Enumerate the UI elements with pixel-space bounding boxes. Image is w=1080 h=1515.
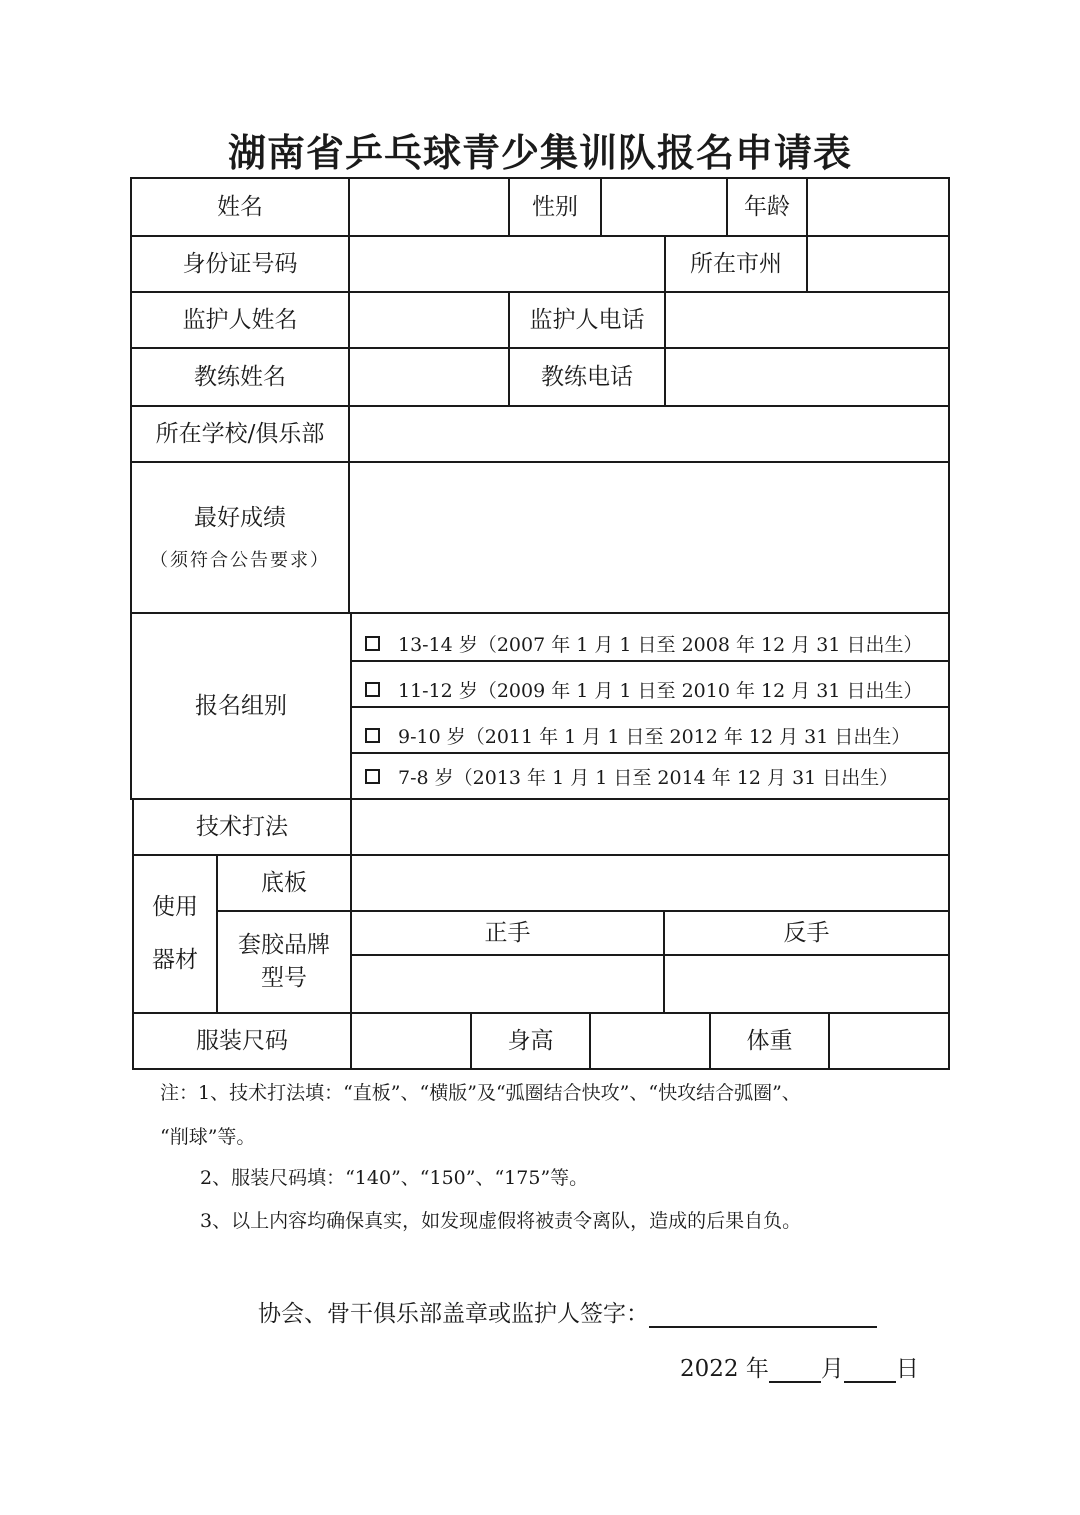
checkbox-icon[interactable] [365,769,380,784]
note-line-2: “削球”等。 [160,1126,256,1148]
date-year: 2022 年 [680,1356,769,1382]
label-backhand: 反手 [663,910,950,956]
input-blade[interactable] [350,854,950,912]
label-id-number: 身份证号码 [130,235,350,293]
input-coach-name[interactable] [348,347,510,407]
date-row [680,1350,919,1383]
label-guardian-phone: 监护人电话 [508,291,666,349]
input-weight[interactable] [828,1012,950,1070]
note-line-4: 3、以上内容均确保真实，如发现虚假将被责令离队，造成的后果自负。 [200,1210,802,1232]
label-forehand: 正手 [350,910,665,956]
note-line-3: 2、服装尺码填：“140”、“150”、“175”等。 [200,1167,589,1189]
label-guardian-name: 监护人姓名 [130,291,350,349]
group-option-11-12[interactable]: 11-12 岁（2009 年 1 月 1 日至 2010 年 12 月 31 日出生） [365,676,923,703]
label-group: 报名组别 [130,612,352,800]
note-line-1: 注：1、技术打法填：“直板”、“横版”及“弧圈结合快攻”、“快攻结合弧圈”、 [160,1082,801,1104]
date-month-blank[interactable] [769,1357,821,1383]
signature-label: 协会、骨干俱乐部盖章或监护人签字： [258,1301,649,1327]
label-weight: 体重 [709,1012,830,1070]
label-equipment [132,854,218,1014]
input-best-result[interactable] [348,461,950,614]
label-clothing-size: 服装尺码 [132,1012,352,1070]
label-school-club: 所在学校/俱乐部 [130,405,350,463]
input-name[interactable] [348,177,510,237]
label-best-result [130,461,350,614]
input-coach-phone[interactable] [664,347,950,407]
label-gender: 性别 [508,177,602,237]
label-rubber [216,910,352,1014]
input-technique[interactable] [350,798,950,856]
label-height: 身高 [470,1012,591,1070]
input-age[interactable] [806,177,950,237]
rubber-label-1: 套胶品牌 [238,931,330,958]
form-title: 湖南省乒乓球青少集训队报名申请表 [227,131,852,175]
checkbox-icon[interactable] [365,682,380,697]
input-city[interactable] [806,235,950,293]
input-backhand[interactable] [663,954,950,1014]
best-result-note: （须符合公告要求） [150,550,330,571]
input-height[interactable] [589,1012,711,1070]
equipment-label-1: 使用 [152,894,198,921]
input-gender[interactable] [600,177,728,237]
rubber-label-2: 型号 [261,965,307,991]
label-city: 所在市州 [664,235,808,293]
input-guardian-phone[interactable] [664,291,950,349]
date-day-blank[interactable] [844,1357,896,1383]
label-age: 年龄 [726,177,808,237]
input-guardian-name[interactable] [348,291,510,349]
label-technique: 技术打法 [132,798,352,856]
label-name: 姓名 [130,177,350,237]
best-result-label: 最好成绩 [194,504,286,531]
input-forehand[interactable] [350,954,665,1014]
input-clothing-size[interactable] [350,1012,472,1070]
group-option-9-10[interactable]: 9-10 岁（2011 年 1 月 1 日至 2012 年 12 月 31 日出生） [365,722,910,749]
input-id-number[interactable] [348,235,666,293]
input-school-club[interactable] [348,405,950,463]
group-divider [350,706,950,708]
checkbox-icon[interactable] [365,728,380,743]
label-coach-phone: 教练电话 [508,347,666,407]
checkbox-icon[interactable] [365,636,380,651]
date-month: 月 [820,1356,844,1382]
group-option-7-8[interactable]: 7-8 岁（2013 年 1 月 1 日至 2014 年 12 月 31 日出生） [365,763,898,790]
label-blade: 底板 [216,854,352,912]
signature-line[interactable] [649,1300,877,1328]
group-divider [350,752,950,754]
date-day: 日 [895,1356,919,1382]
label-coach-name: 教练姓名 [130,347,350,407]
group-option-13-14[interactable]: 13-14 岁（2007 年 1 月 1 日至 2008 年 12 月 31 日出生） [365,630,923,657]
equipment-label-2: 器材 [152,947,198,973]
signature-row [258,1295,877,1328]
group-divider [350,660,950,662]
